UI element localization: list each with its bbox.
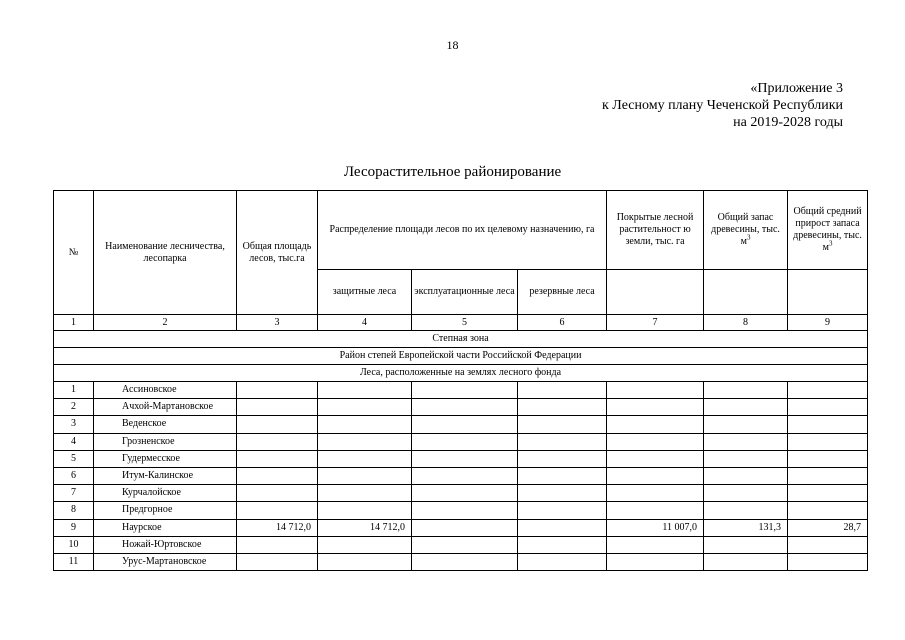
total-area [237,502,318,519]
exploitation-area [412,399,518,416]
table-row [54,536,868,553]
wood-growth [788,553,868,570]
appendix-line-2: к Лесному плану Чеченской Республики [602,98,843,113]
column-number: 6 [518,315,607,331]
covered-area: 11 007,0 [607,519,704,536]
column-number: 8 [704,315,788,331]
exploitation-area [412,416,518,433]
reserve-area [518,382,607,399]
row-number: 8 [54,502,94,519]
wood-stock [704,485,788,502]
table-row [54,416,868,433]
header-exploitation: эксплуатационные леса [412,270,518,315]
header-growth-text: Общий средний прирост запаса древесины, тыс. м [793,206,862,253]
forestry-name: Курчалойское [94,485,237,502]
header-stock-text: Общий запас древесины, тыс. м [711,212,780,247]
wood-growth [788,502,868,519]
header-protective: защитные леса [318,270,412,315]
forestry-name: Гудермесское [94,450,237,467]
wood-stock [704,467,788,484]
forestry-name: Ассиновское [94,382,237,399]
header-distribution: Распределение площади лесов по их целевому назначению, га [318,191,607,270]
wood-growth: 28,7 [788,519,868,536]
covered-area [607,382,704,399]
covered-area [607,450,704,467]
header-total-area: Общая площадь лесов, тыс.га [237,191,318,315]
row-number: 9 [54,519,94,536]
row-number: 4 [54,433,94,450]
subheader-empty-9 [788,270,868,315]
header-name: Наименование лесничества, лесопарка [94,191,237,315]
forestry-name: Урус-Мартановское [94,553,237,570]
header-row [54,191,868,270]
wood-stock: 131,3 [704,519,788,536]
appendix-line-1: «Приложение 3 [750,81,843,96]
table-row [54,485,868,502]
forestry-name: Предгорное [94,502,237,519]
wood-growth [788,382,868,399]
exploitation-area [412,467,518,484]
total-area [237,450,318,467]
reserve-area [518,553,607,570]
exploitation-area [412,519,518,536]
table-row [54,399,868,416]
reserve-area [518,467,607,484]
column-number: 9 [788,315,868,331]
header-stock-sup: 3 [746,233,751,242]
zoning-table [53,190,868,571]
total-area [237,467,318,484]
covered-area [607,467,704,484]
forestry-name: Ножай-Юртовское [94,536,237,553]
reserve-area [518,519,607,536]
row-number: 5 [54,450,94,467]
header-growth [788,191,868,270]
forestry-name: Грозненское [94,433,237,450]
reserve-area [518,485,607,502]
wood-growth [788,536,868,553]
exploitation-area [412,536,518,553]
zone-label: Степная зона [54,331,868,348]
row-number: 6 [54,467,94,484]
protective-area [318,399,412,416]
exploitation-area [412,485,518,502]
total-area [237,399,318,416]
header-num: № [54,191,94,315]
column-number: 4 [318,315,412,331]
protective-area [318,485,412,502]
subheader-empty-8 [704,270,788,315]
wood-growth [788,399,868,416]
row-number: 7 [54,485,94,502]
exploitation-area [412,553,518,570]
reserve-area [518,433,607,450]
total-area [237,416,318,433]
wood-stock [704,536,788,553]
column-number-row [54,315,868,331]
protective-area [318,467,412,484]
forestry-name: Ачхой-Мартановское [94,399,237,416]
forestry-name: Итум-Калинское [94,467,237,484]
header-growth-sup: 3 [828,239,833,248]
wood-stock [704,382,788,399]
wood-stock [704,399,788,416]
forest-lands-row [54,365,868,382]
protective-area [318,536,412,553]
protective-area [318,450,412,467]
total-area [237,553,318,570]
header-stock [704,191,788,270]
table-row [54,553,868,570]
wood-stock [704,553,788,570]
protective-area [318,433,412,450]
row-number: 1 [54,382,94,399]
total-area [237,433,318,450]
wood-stock [704,433,788,450]
table-body [54,382,868,571]
page-number: 18 [446,38,459,52]
column-number: 2 [94,315,237,331]
reserve-area [518,502,607,519]
reserve-area [518,416,607,433]
covered-area [607,399,704,416]
exploitation-area [412,433,518,450]
subheader-empty-7 [607,270,704,315]
total-area [237,536,318,553]
protective-area [318,502,412,519]
exploitation-area [412,502,518,519]
row-number: 3 [54,416,94,433]
document-title: Лесорастительное районирование [343,164,562,180]
covered-area [607,433,704,450]
total-area [237,382,318,399]
covered-area [607,502,704,519]
wood-stock [704,502,788,519]
column-number: 1 [54,315,94,331]
wood-growth [788,467,868,484]
reserve-area [518,399,607,416]
header-reserve: резервные леса [518,270,607,315]
total-area [237,485,318,502]
row-number: 10 [54,536,94,553]
row-number: 2 [54,399,94,416]
exploitation-area [412,382,518,399]
protective-area: 14 712,0 [318,519,412,536]
wood-stock [704,416,788,433]
row-number: 11 [54,553,94,570]
protective-area [318,382,412,399]
covered-area [607,485,704,502]
column-number: 5 [412,315,518,331]
zone-row [54,331,868,348]
table-row [54,450,868,467]
table-row [54,382,868,399]
forest-lands-label: Леса, расположенные на землях лесного фонда [54,365,868,382]
reserve-area [518,450,607,467]
protective-area [318,553,412,570]
wood-growth [788,433,868,450]
wood-growth [788,450,868,467]
covered-area [607,536,704,553]
wood-growth [788,485,868,502]
wood-stock [704,450,788,467]
forestry-name: Наурское [94,519,237,536]
table-row [54,467,868,484]
appendix-line-3: на 2019-2028 годы [733,115,843,130]
covered-area [607,416,704,433]
protective-area [318,416,412,433]
wood-growth [788,416,868,433]
column-number: 7 [607,315,704,331]
region-label: Район степей Европейской части Российской Федерации [54,348,868,365]
table-row [54,502,868,519]
header-covered: Покрытые лесной растительност ю земли, тыс. га [607,191,704,270]
reserve-area [518,536,607,553]
column-number: 3 [237,315,318,331]
table-row [54,519,868,536]
region-row [54,348,868,365]
appendix-heading [602,80,843,131]
exploitation-area [412,450,518,467]
total-area: 14 712,0 [237,519,318,536]
forestry-name: Веденское [94,416,237,433]
covered-area [607,553,704,570]
table-row [54,433,868,450]
